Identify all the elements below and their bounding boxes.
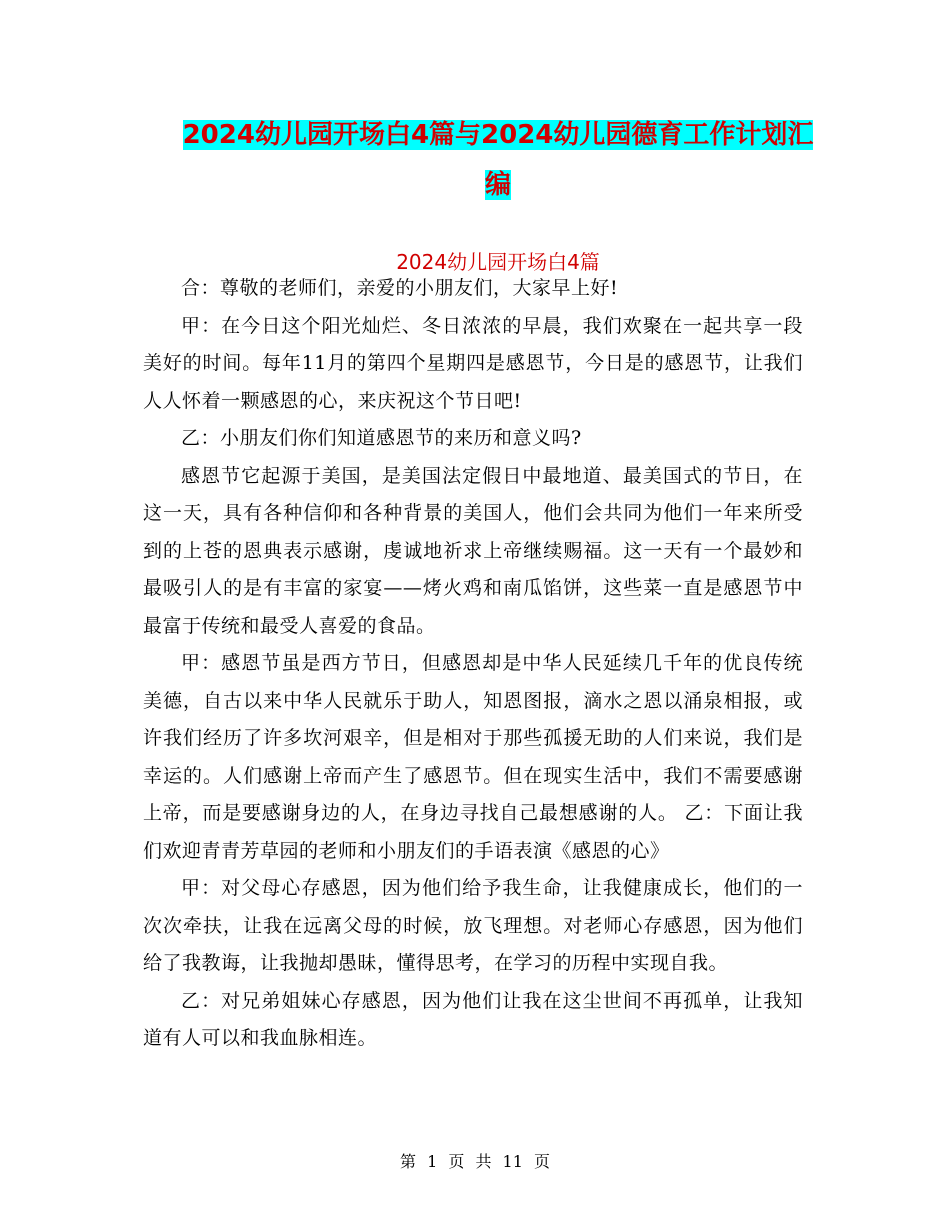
page-footer: 第 1 页 共 11 页 — [400, 1152, 550, 1171]
document-title-line1: 2024幼儿园开场白4篇与2024幼儿园德育工作计划汇 — [182, 120, 814, 150]
paragraph: 甲：在今日这个阳光灿烂、冬日浓浓的早晨，我们欢聚在一起共享一段美好的时间。每年11月的第四个星期四是感恩节，今日是的感恩节，让我们人人怀着一颗感恩的心，来庆祝这个节日吧! — [143, 314, 803, 412]
document-title — [140, 110, 856, 210]
body-text — [143, 270, 803, 1058]
section-title: 2024幼儿园开场白4篇 — [396, 250, 600, 274]
paragraph: 乙：小朋友们你们知道感恩节的来历和意义吗? — [181, 427, 582, 449]
document-title-line2: 编 — [484, 170, 511, 200]
paragraph: 乙：对兄弟姐妹心存感恩，因为他们让我在这尘世间不再孤单，让我知道有人可以和我血脉相连。 — [143, 989, 803, 1049]
paragraph: 甲：对父母心存感恩，因为他们给予我生命，让我健康成长，他们的一次次牵扶，让我在远离父母的时候，放飞理想。对老师心存感恩，因为他们给了我教诲，让我抛却愚昧，懂得思考，在学习的历程中实现自我。 — [143, 877, 803, 974]
paragraph: 感恩节它起源于美国，是美国法定假日中最地道、最美国式的节日，在这一天，具有各种信仰和各种背景的美国人，他们会共同为他们一年来所受到的上苍的恩典表示感谢，虔诚地祈求上帝继续赐福。这一天有一个最妙和最吸引人的是有丰富的家宴——烤火鸡和南瓜馅饼，这些菜一直是感恩节中最富于传统和最受人喜爱的食品。 — [143, 464, 803, 637]
paragraph: 甲：感恩节虽是西方节日，但感恩却是中华人民延续几千年的优良传统美德，自古以来中华人民就乐于助人，知恩图报，滴水之恩以涌泉相报，或许我们经历了许多坎河艰辛，但是相对于那些孤援无助的人们来说，我们是幸运的。人们感谢上帝而产生了感恩节。但在现实生活中，我们不需要感谢上帝，而是要感谢身边的人，在身边寻找自己最想感谢的人。 乙：下面让我们欢迎青青芳草园的老师和小朋友们的手语表演《感恩的心》 — [143, 652, 803, 862]
paragraph: 合：尊敬的老师们，亲爱的小朋友们，大家早上好! — [181, 277, 619, 299]
